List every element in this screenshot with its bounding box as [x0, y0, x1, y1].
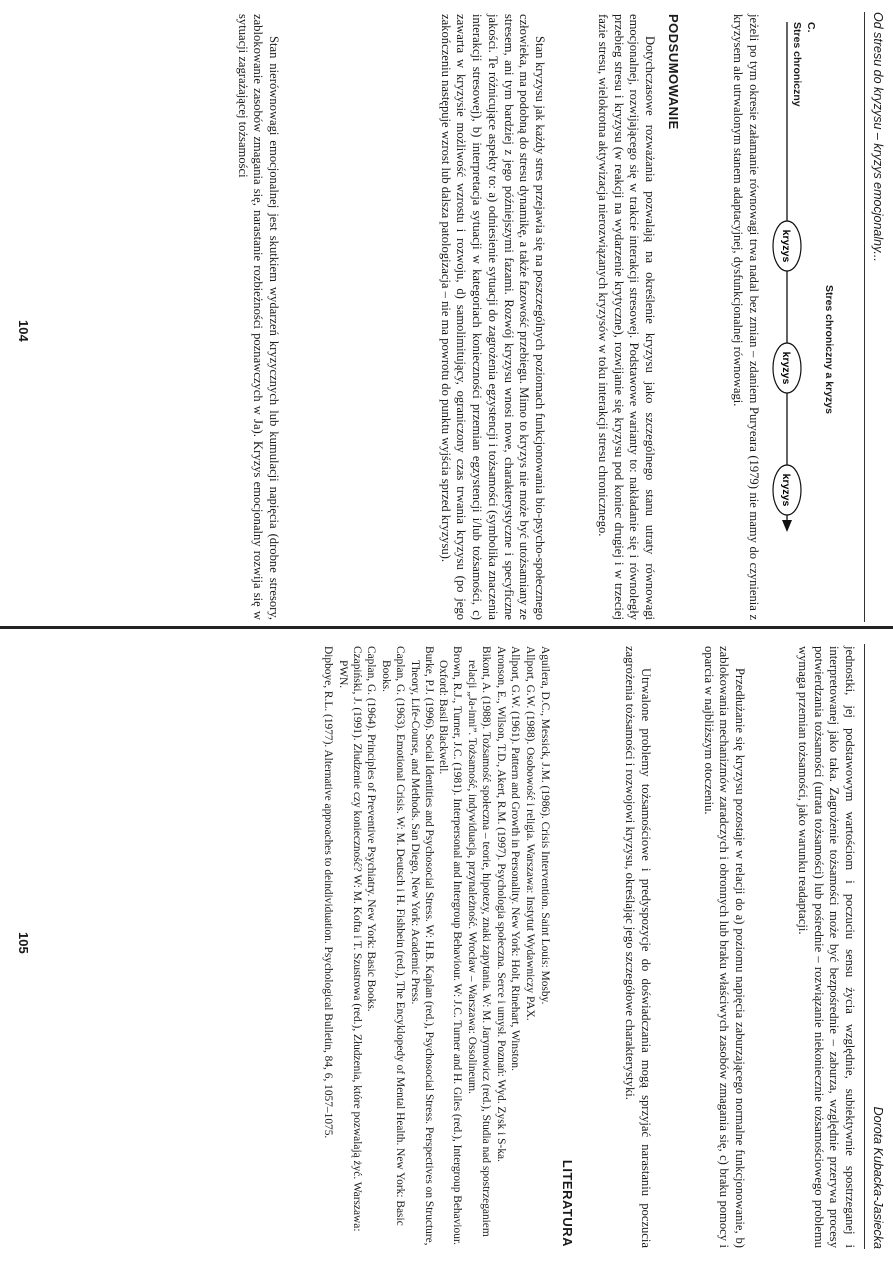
crisis-node-1: [773, 221, 801, 271]
section-heading-summary: PODSUMOWANIE: [666, 14, 681, 130]
crisis-node-3: [773, 465, 801, 515]
crisis-node-label: kryzys: [780, 351, 792, 385]
crisis-node-2: [773, 343, 801, 393]
reference-entry: Allport, G.W. (1961). Pattern and Growth in Personality. New York: Holt, Rinehart, Winston.: [509, 646, 522, 1071]
reference-entry: Brown, R.J., Turner, J.C. (1981). Interpersonal and Intergroup Behaviour. W: J.C. Turner and H. Giles (red.), Intergroup Behaviour. Oxford: Basil Blackwell.: [437, 646, 464, 1245]
diagram-label: Stres chroniczny: [791, 22, 803, 107]
page-105: [0, 632, 893, 1263]
right-paragraph-1: jednostki, jej podstawowym wartościom i poczuciu sensu życia względnie, subiektywnie spostrzeganej i interpretowanej jako taka. Zagrożenie tożsamości może być bezpośrednie – zaburza, względnie przerywa procesy potwierdzania tożsamości (utrata tożsamości) lub pośrednie – rozwiązanie niekoniecznie tożsamościowego problemu wymaga przemian tożsamości, jako warunku readaptacji.: [795, 646, 857, 1248]
crisis-node-label: kryzys: [780, 229, 792, 263]
running-header-right: Dorota Kubacka-Jasiecka: [871, 1106, 885, 1249]
reference-entry: Aguilera, D.C., Messick, J.M. (1986). Crisis Intervention. Saint Louis: Mosby.: [539, 646, 551, 1005]
header-rule: [864, 12, 865, 622]
reference-entry: Bikont, A. (1988). Tożsamość społeczna – teorie, hipotezy, znaki zapytania. W: M. Jarymowicz (red.), Studia nad spostrzeganiem relacji „Ja-inni”. Tożsamość, indywiduacja, przynależność. Wrocław – Warszawa: Ossolineum.: [466, 646, 492, 1237]
reference-entry: Caplan, G. (1963). Emotional Crisis. W: M. Deutsch i H. Fishbein (red.), The Encyklopedy of Mental Health. New York: Basic Books.: [380, 646, 407, 1226]
reference-entry: Caplan, G. (1964). Principles of Preventive Psychiatry. New York: Basic Books.: [365, 646, 378, 1012]
reference-entry: Czapiński, J. (1991). Złudzenie czy konieczność? W: M. Kofta i T. Szustrowa (red.), Złudzenia, które pozwalają żyć. Warszawa: PWN.: [336, 646, 363, 1232]
summary-paragraph-3: Stan nierównowagi emocjonalnej jest skutkiem wydarzeń kryzycznych lub kumulacji napięcia (drobne stresory, zablokowanie zasobów zmagania się, narastanie rozbieżności poznawczych w Ja). Kryzys emocjonalny rozwija się w sytuacji zagrażającej tożsamości: [235, 14, 281, 620]
reference-entry: Burke, P.J. (1996). Social Identities and Psychosocial Stress. W: H.B. Kaplan (red.), Psychosocial Stress. Perspectives on Structure, Theory, Life-Course, and Methods. San Diego, New York: Academic Press.: [408, 646, 435, 1246]
summary-paragraph-1: Dotychczasowe rozważania pozwalają na określenie kryzysu jako szczególnego stanu utraty równowagi emocjonalnej, rozwijającego się w trakcie interakcji stresowej. Podstawowe warianty to: nakładanie się i równoległy przebieg stresu i kryzysu (w reakcji na wydarzenie krytyczne), rozwijanie się kryzysu pod koniec drugiej i w trzeciej fazie stresu, wielokrotna aktywizacja nierozwiązanych kryzysów w toku interakcji stresu chronicznego.: [595, 14, 657, 620]
diagram-graphic: [755, 0, 825, 632]
page-number-left: 104: [16, 320, 31, 342]
reference-entry: Aronson, E., Wilson, T.D., Akert, R.M. (1997). Psychologia społeczna. Serce i umysł. Poznań: Wyd. Zysk i S-ka.: [494, 646, 507, 1162]
page-number-right: 105: [16, 932, 31, 954]
arrow-head-icon: [782, 520, 792, 532]
diagram-title: Stres chroniczny a kryzys: [823, 285, 835, 414]
diagram-letter: C.: [805, 22, 817, 33]
page-gutter: [0, 626, 893, 629]
intro-paragraph: jeżeli po tym okresie załamanie równowagi trwa nadal bez zmian – zdaniem Puryeara (1979) nie mamy do czynienia z kryzysem ale utrwalonym stanem adaptacyjnej, dysfunkcjonalnej równowagi.: [731, 14, 761, 620]
header-rule: [864, 644, 865, 1249]
reference-entry: Dipboye, R.L. (1977). Alternative approaches to deindividuation. Psychological Bulletin, 84, 6, 1057–1075.: [322, 646, 335, 1139]
reference-entry: Allport, G.W. (1988). Osobowość i religia. Warszawa: Instytut Wydawniczy PAX.: [524, 646, 537, 1021]
crisis-node-label: kryzys: [780, 473, 792, 507]
summary-paragraph-2: Stan kryzysu jak każdy stres przejawia się na poszczególnych poziomach funkcjonowania bio-psycho-społecznego człowieka, ma podobną do stresu dynamikę, a także fazowość przebiegu. Mimo to kryzys nie może być utożsamiany ze stresem, ani tym bardziej z jego późniejszymi fazami. Rozwój kryzysu wnosi nowe, charakterystyczne i specyficzne jakości. Te różnicujące aspekty to: a) odniesienie sytuacji do zagrożenia egzystencji i tożsamości (symbolika znaczenia interakcji stresowej), b) interpretacja sytuacji w kategoriach konieczności przemian egzystencji i/lub tożsamości, c) zawarta w kryzysie możliwość wzrostu i rozwoju, d) samolimitujący, ograniczony czas trwania kryzysu (po jego zakończeniu następuje wzrost lub dalsza patologizacja – nie ma powrotu do punktu wyjścia sprzed kryzysu).: [438, 14, 547, 620]
right-paragraph-2: Przedłużanie się kryzysu pozostaje w relacji do a) poziomu napięcia zaburzającego normalne funkcjonowanie, b) zablokowania mechanizmów zaradczych i obronnych lub braku właściwych zasobów zmagania się, c) braku pomocy i oparcia w najbliższym otoczeniu.: [701, 646, 747, 1248]
section-heading-literature: LITERATURA: [560, 1159, 575, 1247]
running-header-left: Od stresu do kryzysu – kryzys emocjonalny...: [871, 12, 885, 262]
right-paragraph-3: Utrwalone problemy tożsamościowe i predyspozycje do doświadczania mogą sprzyjać narastaniu poczucia zagrożenia tożsamości i rozwojowi kryzysu, określając jego szczegółowe charakterystyki.: [623, 646, 653, 1248]
reference-list: [319, 646, 551, 1248]
